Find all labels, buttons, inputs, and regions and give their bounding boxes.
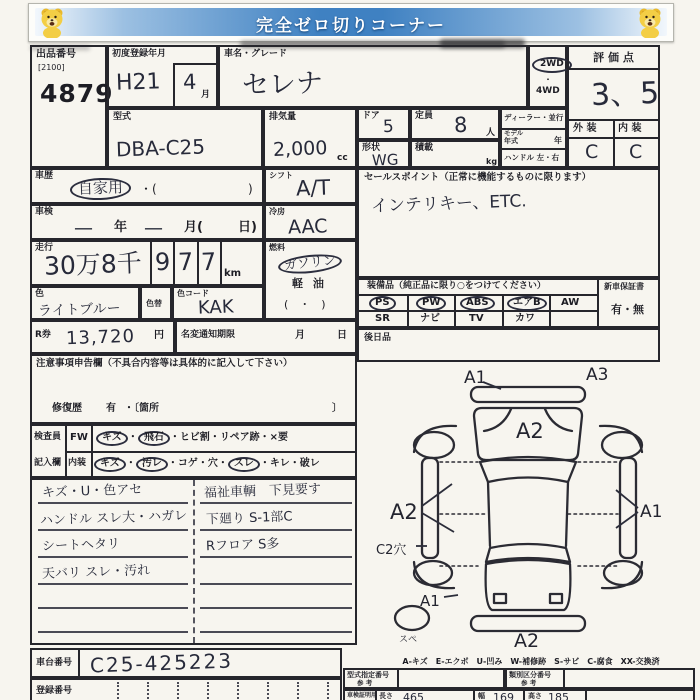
drive-dot: ・ bbox=[544, 75, 552, 84]
equip-navi: ナビ bbox=[420, 313, 440, 324]
inspection-year-label: 年 bbox=[114, 220, 128, 235]
name-change-label: 名変通知期限 bbox=[181, 330, 236, 340]
exterior-label: 外 装 bbox=[573, 123, 597, 134]
inspector-col-bottom: 記入欄 bbox=[34, 458, 62, 468]
history-close-paren: ) bbox=[248, 182, 253, 196]
type-number-sub: 参 考 bbox=[357, 679, 373, 687]
drive-box bbox=[528, 45, 567, 108]
bear-icon bbox=[37, 6, 67, 38]
type-number-label: 型式指定番号 bbox=[347, 671, 389, 679]
mark-a2-left: A2 bbox=[390, 500, 418, 524]
color-box bbox=[30, 286, 140, 320]
capacity-box bbox=[410, 108, 500, 140]
color-value: ライトブルー bbox=[37, 300, 121, 320]
capacity-value: 8 bbox=[453, 112, 468, 138]
sales-point-label: セールスポイント（正常に機能するものに限ります） bbox=[364, 172, 592, 183]
lot-code: [2100] bbox=[38, 63, 65, 72]
score-box bbox=[567, 45, 660, 168]
lot-label: 出品番号 bbox=[36, 49, 76, 60]
chassis-value: C25-425223 bbox=[89, 648, 234, 678]
doors-box bbox=[357, 108, 410, 140]
history-label: 車歴 bbox=[35, 171, 54, 181]
height-value: 185 bbox=[548, 691, 569, 700]
shift-box bbox=[264, 168, 357, 204]
drive-4wd: 4WD bbox=[536, 86, 560, 96]
after-items-box bbox=[357, 328, 660, 362]
cert-dimensions-box bbox=[343, 689, 695, 700]
fuel-diesel: 軽 油 bbox=[292, 277, 327, 290]
color-code-box bbox=[172, 286, 264, 320]
interior-label: 内 装 bbox=[618, 123, 642, 134]
int-item-ana: 穴 bbox=[207, 458, 218, 469]
right-side-panel bbox=[620, 458, 636, 558]
fw-item-kizu: キズ bbox=[96, 431, 128, 446]
recolor-label: 色替 bbox=[146, 299, 162, 308]
displacement-value: 2,000 bbox=[272, 137, 328, 161]
fw-item-repair: リペア跡 bbox=[219, 432, 260, 443]
shape-box bbox=[357, 140, 410, 168]
inspector-fw-items: キズ ・ 飛石 ・ヒビ割・リペア跡・×要 bbox=[96, 431, 288, 446]
type-number-box bbox=[343, 668, 505, 689]
mileage-digit-2: 7 bbox=[177, 247, 194, 277]
inspection-month-dash: — bbox=[144, 217, 163, 239]
caution-box bbox=[30, 354, 357, 424]
inspector-box bbox=[30, 424, 357, 478]
fw-item-hibiware: ヒビ割 bbox=[179, 432, 210, 443]
cert-label: 車検証明用 bbox=[347, 692, 378, 699]
sales-point-box bbox=[357, 168, 660, 278]
class-number-box bbox=[505, 668, 695, 689]
mileage-label: 走行 bbox=[35, 243, 54, 253]
int-item-yabure: 破レ bbox=[299, 458, 320, 469]
shift-value: A/T bbox=[295, 175, 331, 201]
mark-a2-hood: A2 bbox=[516, 419, 544, 443]
equip-ps: PS bbox=[369, 296, 396, 311]
mark-spare-label: スペ bbox=[399, 635, 418, 645]
inspection-box bbox=[30, 204, 264, 240]
repair-history-close: 〕 bbox=[332, 403, 342, 414]
note-left-4: 天バリ スレ・汚れ bbox=[41, 563, 151, 582]
fw-item-tobiishi: 飛石 bbox=[138, 431, 170, 446]
length-value: 465 bbox=[403, 691, 424, 700]
load-unit: kg bbox=[486, 157, 498, 166]
first-registration-year: H21 bbox=[115, 69, 161, 96]
inspector-col-top: 検査員 bbox=[34, 432, 62, 442]
int-item-kire: キレ bbox=[269, 458, 290, 469]
front-bumper bbox=[471, 387, 585, 402]
note-left-3: シートヘタリ bbox=[41, 536, 121, 555]
inspection-day-label: 日) bbox=[238, 220, 257, 235]
class-number-sub: 参 考 bbox=[521, 679, 537, 687]
model-value: DBA-C25 bbox=[115, 134, 206, 162]
lot-box bbox=[30, 45, 114, 168]
r-ticket-box bbox=[30, 320, 175, 354]
note-left-1: キズ・U・色アセ bbox=[41, 482, 143, 501]
r-ticket-value: 13,720 bbox=[65, 325, 136, 350]
shift-label: シフト bbox=[269, 171, 293, 180]
wheel-rear-left bbox=[414, 561, 452, 585]
fuel-box bbox=[264, 240, 357, 320]
doors-value: 5 bbox=[382, 116, 395, 138]
inspection-month-label: 月( bbox=[184, 220, 203, 235]
color-code-label: 色コード bbox=[177, 289, 209, 298]
shape-value: WG bbox=[371, 150, 399, 170]
mileage-digit-1: 9 bbox=[154, 247, 171, 277]
sales-point-value: インテリキー、ETC. bbox=[370, 191, 528, 217]
repair-history-label: 修復歴 bbox=[52, 403, 82, 414]
first-registration-box bbox=[107, 45, 218, 108]
equip-abs: ABS bbox=[460, 296, 495, 311]
fuel-paren: ( ・ ) bbox=[284, 298, 326, 311]
inspector-interior-label: 内装 bbox=[68, 458, 87, 468]
width-value: 169 bbox=[493, 691, 514, 700]
name-change-day: 日 bbox=[337, 330, 347, 341]
load-label: 積載 bbox=[415, 143, 434, 153]
wheel-front-left bbox=[414, 432, 454, 458]
mark-a3-front: A3 bbox=[586, 366, 609, 385]
cooling-value: AAC bbox=[287, 215, 328, 239]
handle-label: ハンドル 左・右 bbox=[504, 153, 560, 162]
note-right-2: 下廻り S-1部C bbox=[205, 509, 293, 528]
model-year-label-top: モデル bbox=[504, 129, 524, 137]
warranty-label: 新車保証書 bbox=[604, 282, 644, 291]
equip-leather: カワ bbox=[515, 313, 535, 324]
mileage-value: 30万8千 bbox=[43, 248, 143, 281]
model-year-label: 年式 bbox=[504, 137, 518, 145]
registration-number-box bbox=[30, 678, 342, 700]
fuel-gasoline: ガソリン bbox=[277, 252, 343, 277]
history-box bbox=[30, 168, 264, 204]
note-right-1: 福祉車輌 下見要す bbox=[203, 481, 322, 502]
height-label: 高さ bbox=[528, 692, 542, 700]
warranty-value: 有・無 bbox=[611, 303, 644, 316]
car-name-value: セレナ bbox=[241, 67, 324, 102]
chassis-label: 車台番号 bbox=[36, 658, 73, 668]
color-label: 色 bbox=[35, 289, 45, 299]
inspection-label: 車検 bbox=[35, 207, 54, 217]
note-left-2: ハンドル スレ大・ハガレ bbox=[39, 508, 188, 529]
left-side-panel bbox=[422, 458, 438, 558]
mark-a1-front: A1 bbox=[464, 368, 487, 388]
equipment-label: 装備品（純正品に限り○をつけてください） bbox=[367, 281, 546, 291]
interior-grade: C bbox=[629, 141, 643, 163]
int-item-sure: スレ bbox=[228, 457, 260, 472]
displacement-box bbox=[263, 108, 357, 168]
mark-a2-rear: A2 bbox=[514, 630, 540, 652]
car-damage-diagram bbox=[370, 366, 688, 654]
cooling-box bbox=[264, 204, 357, 240]
mark-c2-left: C2穴 bbox=[376, 543, 407, 558]
exterior-grade: C bbox=[585, 141, 599, 163]
fw-item-x: ×要 bbox=[269, 432, 289, 443]
first-registration-label: 初度登録年月 bbox=[112, 49, 167, 59]
car-name-label: 車名・グレード bbox=[224, 49, 288, 59]
chassis-box bbox=[30, 648, 342, 678]
lot-number: 4879 bbox=[40, 79, 114, 108]
wheel-front-right bbox=[602, 432, 642, 458]
wheel-rear-right bbox=[604, 561, 642, 585]
recolor-box bbox=[140, 286, 172, 320]
car-name-box bbox=[218, 45, 528, 108]
int-item-yogore: 汚レ bbox=[136, 457, 168, 472]
displacement-unit: cc bbox=[337, 153, 348, 163]
banner bbox=[28, 3, 674, 42]
r-ticket-label: R券 bbox=[35, 330, 51, 340]
bear-icon bbox=[635, 6, 665, 38]
inspection-year-dash: — bbox=[74, 217, 93, 239]
equip-aw: AW bbox=[561, 297, 580, 308]
name-change-box bbox=[175, 320, 357, 354]
class-number-label: 類別区分番号 bbox=[509, 671, 551, 679]
score-value: 3、5 bbox=[590, 75, 660, 114]
inspector-interior-items: キズ ・ 汚レ ・コゲ・穴・ スレ ・キレ・破レ bbox=[94, 457, 320, 472]
inspector-fw-label: FW bbox=[70, 432, 88, 443]
shape-label: 形状 bbox=[362, 143, 381, 153]
equip-pw: PW bbox=[416, 296, 446, 311]
int-item-kizu: キズ bbox=[94, 457, 126, 472]
caution-label: 注意事項申告欄（不具合内容等は具体的に記入して下さい） bbox=[36, 358, 293, 369]
color-code-value: KAK bbox=[197, 296, 234, 319]
drive-2wd: 2WD bbox=[532, 57, 572, 73]
mileage-digit-3: 7 bbox=[200, 247, 217, 277]
equip-sr: SR bbox=[375, 313, 390, 324]
cooling-label: 冷房 bbox=[269, 207, 285, 216]
note-right-3: Rフロア S多 bbox=[205, 536, 280, 555]
fuel-label: 燃料 bbox=[269, 243, 285, 252]
model-year-unit: 年 bbox=[554, 136, 562, 145]
r-ticket-unit: 円 bbox=[154, 330, 164, 341]
equip-airbag: エアB bbox=[507, 296, 547, 311]
mileage-box bbox=[30, 240, 264, 286]
dealer-label: ディーラー・並行 bbox=[504, 113, 564, 122]
capacity-unit: 人 bbox=[486, 128, 496, 138]
load-box bbox=[410, 140, 500, 168]
first-registration-month: 4 bbox=[182, 69, 197, 95]
equipment-box bbox=[357, 278, 660, 328]
equip-tv: TV bbox=[469, 313, 484, 324]
history-open-paren: ・( bbox=[140, 182, 157, 196]
displacement-label: 排気量 bbox=[269, 112, 297, 122]
repair-history-open: ・〔箇所 bbox=[124, 403, 159, 414]
score-label: 評 価 点 bbox=[593, 51, 634, 64]
mileage-unit: km bbox=[224, 268, 242, 279]
mark-a1-right: A1 bbox=[640, 502, 663, 522]
registration-number-label: 登録番号 bbox=[36, 686, 73, 696]
model-box bbox=[107, 108, 263, 168]
model-label: 型式 bbox=[113, 112, 132, 122]
banner-title: 完全ゼロ切りコーナー bbox=[256, 16, 446, 36]
dealer-box bbox=[500, 108, 567, 168]
first-registration-month-unit: 月 bbox=[201, 90, 211, 100]
length-label: 長さ bbox=[379, 692, 393, 700]
history-value: 自家用 bbox=[70, 177, 132, 201]
after-items-label: 後日品 bbox=[364, 333, 392, 343]
doors-label: ドア bbox=[362, 111, 380, 121]
name-change-month: 月 bbox=[295, 330, 305, 341]
width-label: 幅 bbox=[478, 692, 485, 700]
notes-grid bbox=[30, 478, 357, 645]
repair-history-value: 有 bbox=[106, 403, 116, 414]
capacity-label: 定員 bbox=[415, 111, 434, 121]
int-item-koge: コゲ bbox=[177, 458, 198, 469]
rear-bumper bbox=[471, 616, 585, 631]
damage-legend: A-キズ E-エクボ U-凹み W-補修跡 S-サビ C-腐食 XX-交換済 bbox=[402, 657, 660, 666]
mark-a1-left: A1 bbox=[420, 592, 440, 610]
